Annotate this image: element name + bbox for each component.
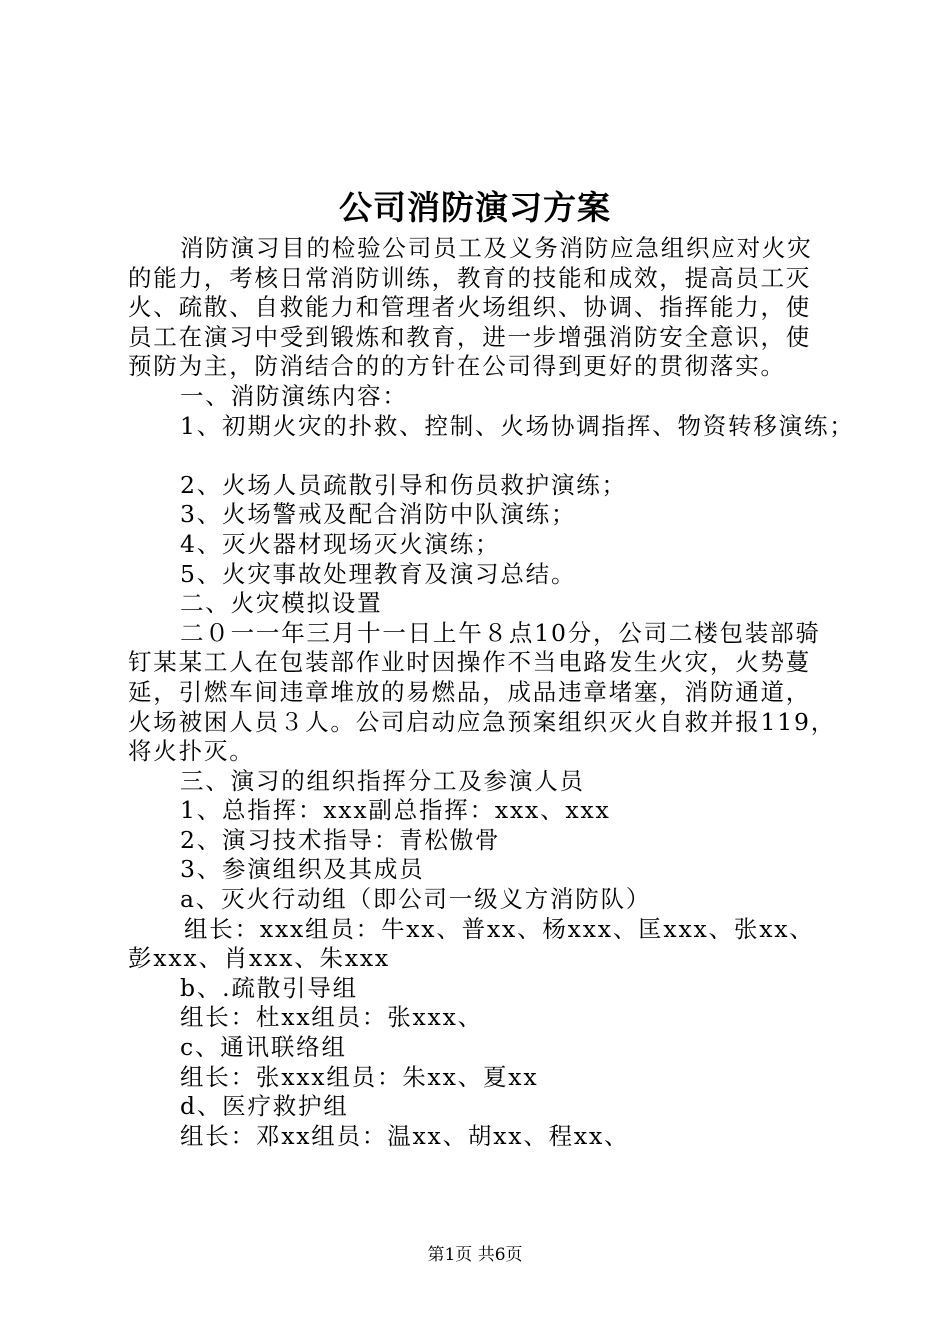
list-item: 3、火场警戒及配合消防中队演练； — [180, 500, 577, 529]
list-item: 3、参演组织及其成员 — [180, 855, 425, 884]
list-item: 1、初期火灾的扑救、控制、火场协调指挥、物资转移演练； — [180, 411, 855, 440]
list-item: 5、火灾事故处理教育及演习总结。 — [180, 559, 577, 588]
group-members: 组长：邓xx组员：温xx、胡xx、程xx、 — [180, 1121, 630, 1150]
group-heading: b、.疏散引导组 — [180, 973, 358, 1002]
paragraph-line: 的能力，考核日常消防训练，教育的技能和成效，提高员工灭 — [128, 263, 812, 292]
section-heading: 一、消防演练内容： — [180, 381, 408, 410]
group-members: 彭xxx、肖xxx、朱xxx — [128, 944, 390, 973]
paragraph-line: 火、疏散、自救能力和管理者火场组织、协调、指挥能力，使 — [128, 293, 812, 322]
list-item: 2、演习技术指导：青松傲骨 — [180, 825, 501, 854]
paragraph-line: 将火扑灭。 — [128, 737, 255, 766]
paragraph-line: 二０一一年三月十一日上午８点10分，公司二楼包装部骑 — [180, 618, 821, 647]
group-heading: d、医疗救护组 — [180, 1092, 349, 1121]
group-members: 组长：张xxx组员：朱xx、夏xx — [180, 1062, 539, 1091]
list-item: 4、灭火器材现场灭火演练； — [180, 529, 501, 558]
paragraph-line: 消防演习目的检验公司员工及义务消防应急组织应对火灾 — [180, 234, 813, 262]
group-heading: a、灭火行动组（即公司一级义方消防队） — [180, 885, 652, 914]
group-members: 组长：杜xx组员：张xxx、 — [180, 1003, 483, 1032]
paragraph-line: 延，引燃车间违章堆放的易燃品，成品违章堵塞，消防通道， — [128, 677, 812, 706]
section-heading: 三、演习的组织指挥分工及参演人员 — [180, 766, 585, 795]
list-item: 1、总指挥：xxx副总指挥：xxx、xxx — [180, 796, 611, 825]
paragraph-line: 预防为主，防消结合的的方针在公司得到更好的贯彻落实。 — [128, 352, 786, 381]
group-members: 组长：xxx组员：牛xx、普xx、杨xxx、匡xxx、张xx、 — [184, 914, 815, 943]
group-heading: c、通讯联络组 — [180, 1033, 347, 1062]
section-heading: 二、火灾模拟设置 — [180, 589, 383, 618]
paragraph-line: 员工在演习中受到锻炼和教育，进一步增强消防安全意识，使 — [128, 322, 812, 351]
document-title: 公司消防演习方案 — [339, 188, 611, 227]
blank-line — [128, 441, 840, 471]
page-number-footer: 第1页 共6页 — [427, 1245, 523, 1265]
list-item: 2、火场人员疏散引导和伤员救护演练； — [180, 470, 627, 499]
document-body — [128, 234, 855, 1151]
paragraph-line: 火场被困人员３人。公司启动应急预案组织灭火自救并报119， — [128, 707, 837, 736]
paragraph-line: 钉某某工人在包装部作业时因操作不当电路发生火灾，火势蔓 — [128, 648, 812, 677]
